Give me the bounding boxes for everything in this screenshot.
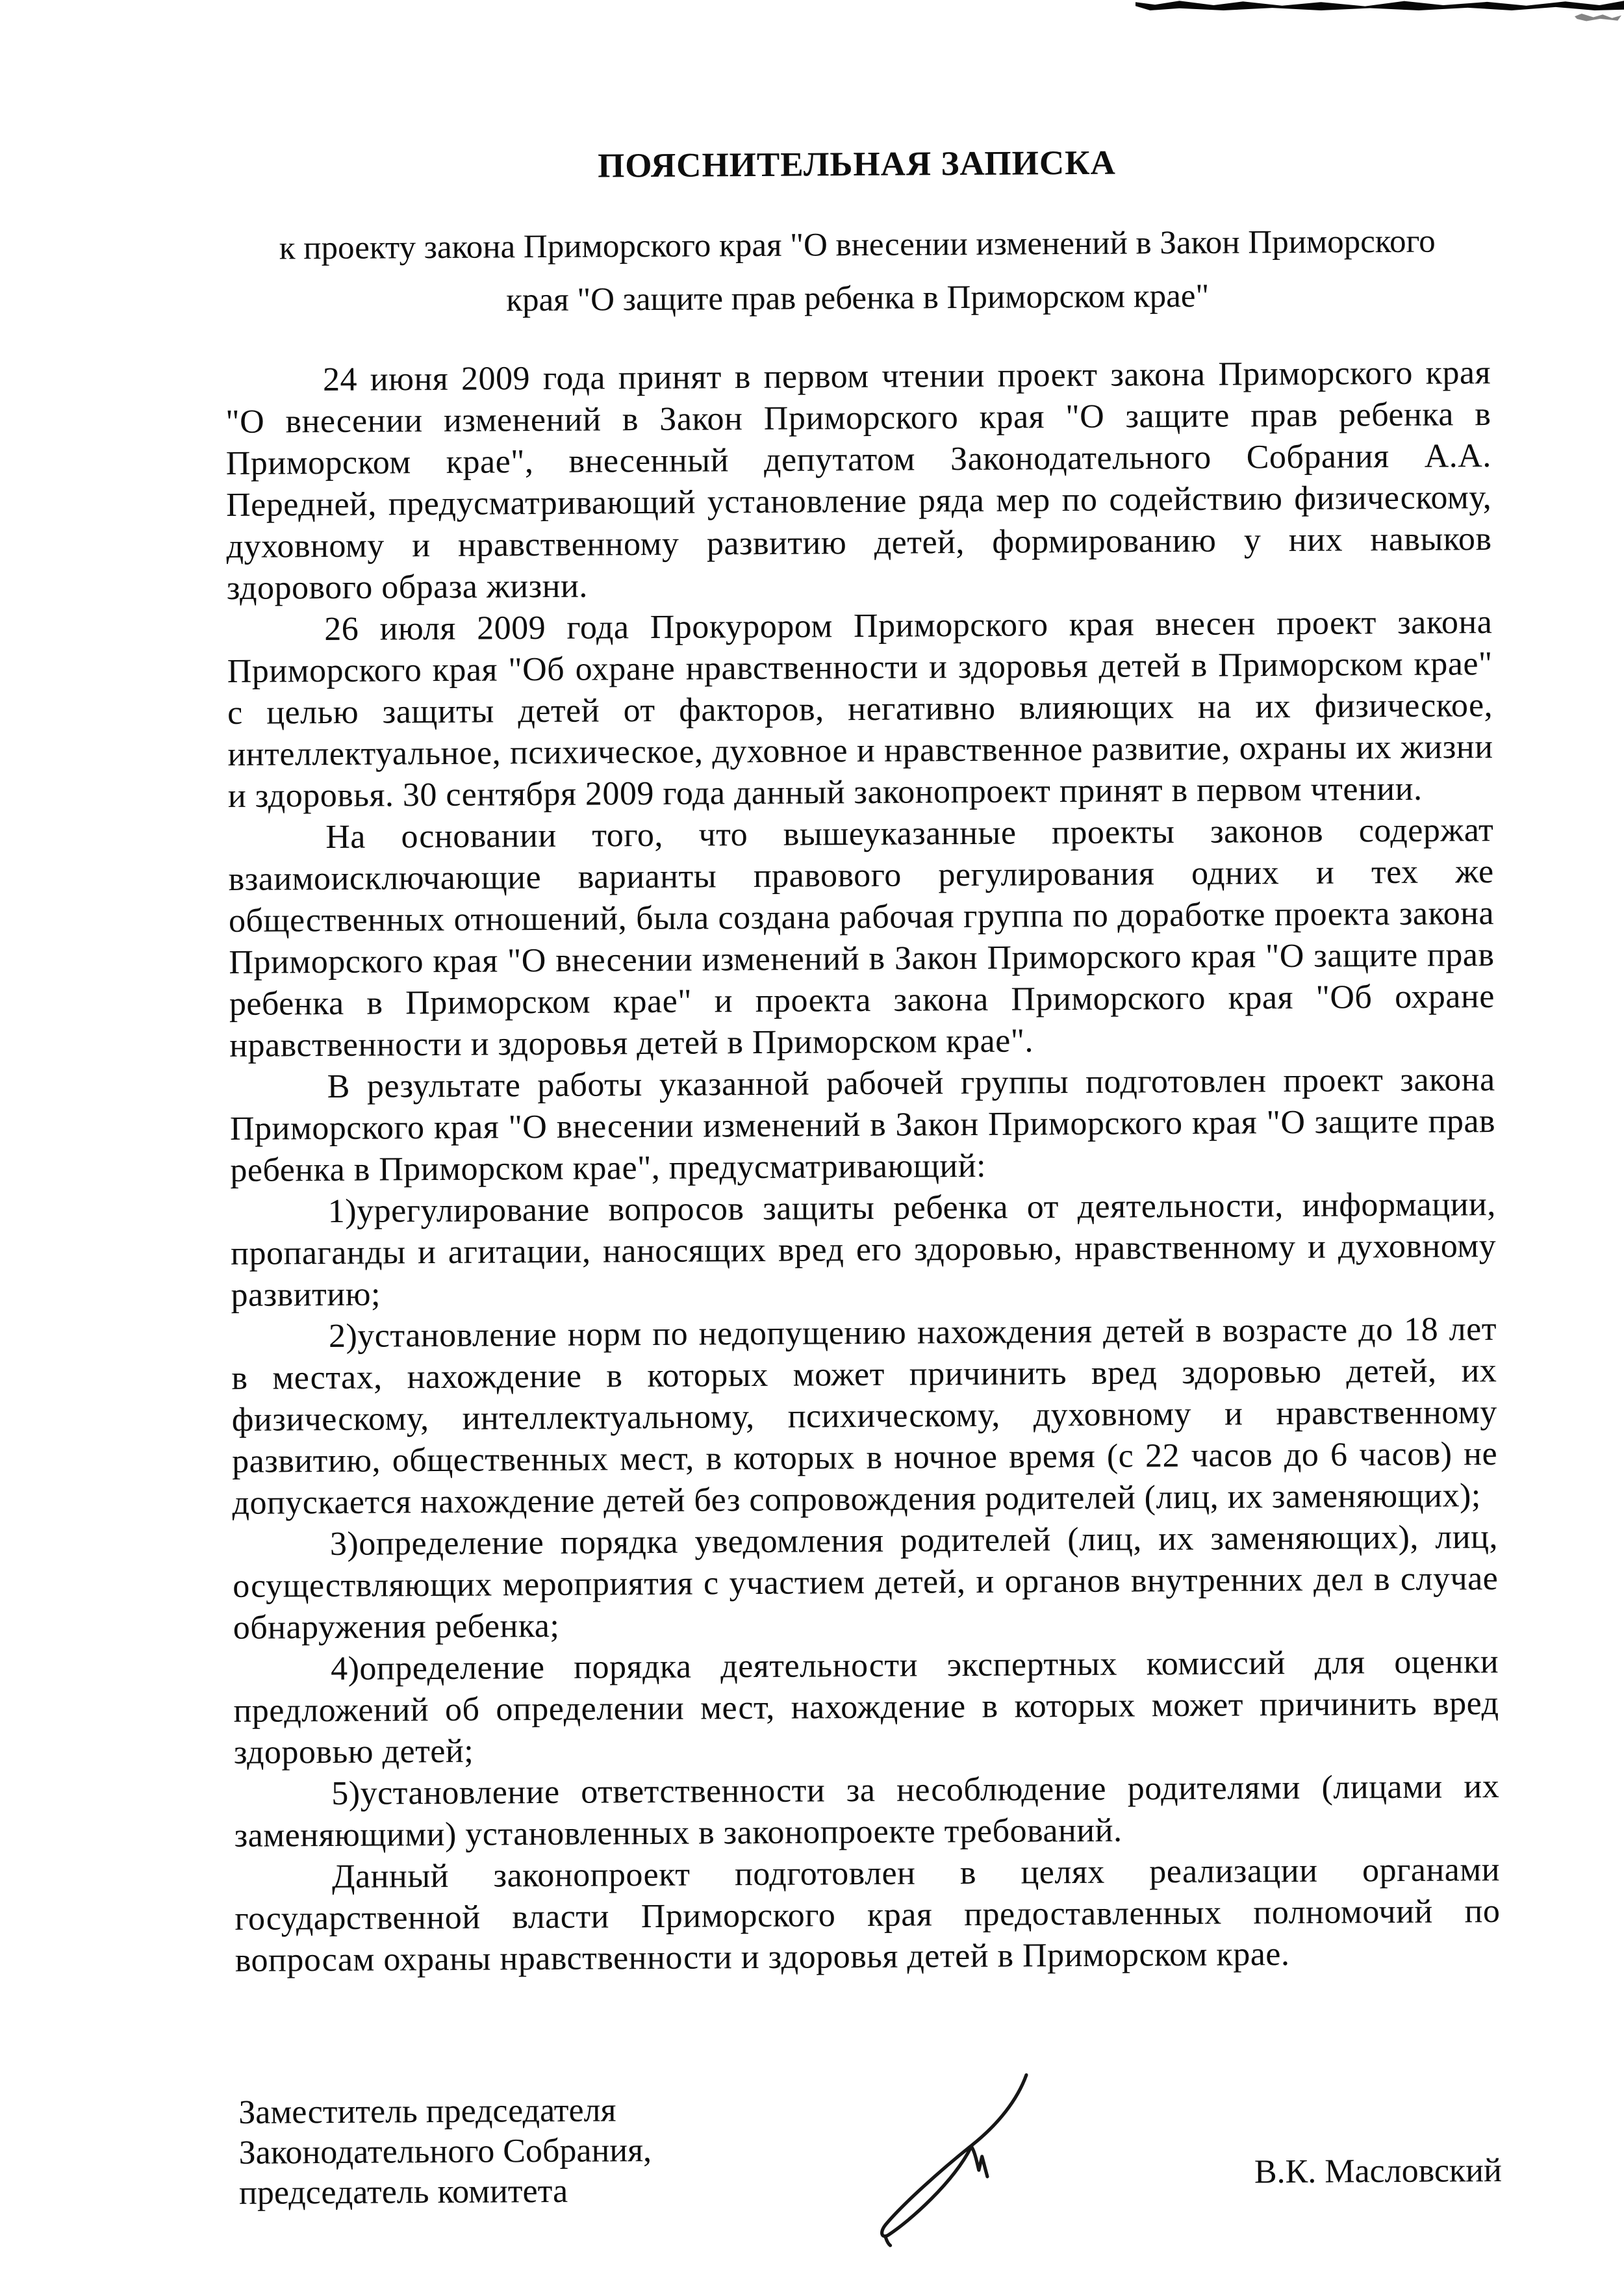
signatory-position-line: Заместитель председателя (238, 2092, 616, 2131)
document-title: ПОЯСНИТЕЛЬНАЯ ЗАПИСКА (597, 144, 1117, 185)
body-paragraph: 24 июня 2009 года принят в первом чтении проект закона Приморского края "О внесении изменений в Закон Приморского края "О защите прав ребенка в Приморском крае", внесенный депутатом Законодательного Собрания А.А. Передней, предусматривающий установление ряда мер по содействию физическому, духовному и нравственному развитию детей, формированию у них навыков здорового образа жизни. (225, 354, 1492, 607)
signature-block (236, 2079, 1503, 2268)
signatory-position-line: председатель комитета (238, 2172, 568, 2212)
signatory-name: В.К. Масловский (1254, 2152, 1503, 2191)
signatory-position-line: Законодательного Собрания, (238, 2132, 652, 2171)
body-paragraph: 2)установление норм по недопущению нахождения детей в возрасте до 18 лет в местах, нахождение в которых может причинить вред здоровью детей, их физическому, интеллектуальному, психическому, духовному и нравственному развитию, общественных мест, в которых в ночное время (с 22 часов до 6 часов) не допускается нахождение детей без сопровождения родителей (лиц, их заменяющих); (231, 1311, 1498, 1522)
scan-artifact-speck (1575, 13, 1621, 21)
document-body (225, 352, 1501, 1982)
body-paragraph: 5)установление ответственности за несоблюдение родителями (лицами их заменяющими) установленных в законопроекте требований. (234, 1768, 1500, 1854)
body-paragraph: На основании того, что вышеуказанные проекты законов содержат взаимоисключающие варианты правового регулирования одних и тех же общественных отношений, была создана рабочая группа по доработке проекта закона Приморского края "О внесении изменений в Закон Приморского края "О защите прав ребенка в Приморском крае" и проекта закона Приморского края "Об охране нравственности и здоровья детей в Приморском крае". (228, 812, 1495, 1064)
body-paragraph: 4)определение порядка деятельности экспертных комиссий для оценки предложений об определении мест, нахождение в которых может причинить вред здоровью детей; (233, 1643, 1499, 1771)
body-paragraph: 1)урегулирование вопросов защиты ребенка от деятельности, информации, пропаганды и агитации, наносящих вред его здоровью, нравственному и духовному развитию; (231, 1186, 1497, 1314)
document-content (223, 0, 1502, 2280)
handwritten-signature-icon (876, 2069, 1033, 2247)
body-paragraph: В результате работы указанной рабочей группы подготовлен проект закона Приморского края "О внесении изменений в Закон Приморского края "О защите прав ребенка в Приморском крае", предусматривающий: (229, 1061, 1496, 1189)
body-paragraph: 3)определение порядка уведомления родителей (лиц, их заменяющих), лиц, осуществляющих мероприятия с участием детей, и органов внутренних дел в случае обнаружения ребенка; (233, 1518, 1499, 1646)
document-subtitle (224, 214, 1490, 329)
signatory-position (238, 2090, 652, 2214)
body-paragraph: 26 июля 2009 года Прокурором Приморского края внесен проект закона Приморского края "Об охране нравственности и здоровья детей в Приморском крае" с целью защиты детей от факторов, негативно влияющих на их физическое, интеллектуальное, психическое, духовное и нравственное развитие, охраны их жизни и здоровья. 30 сентября 2009 года данный законопроект принят в первом чтении. (227, 604, 1493, 815)
body-paragraph: Данный законопроект подготовлен в целях реализации органами государственной власти Приморского края предоставленных полномочий по вопросам охраны нравственности и здоровья детей в Приморском крае. (235, 1851, 1501, 1979)
subtitle-line: края "О защите прав ребенка в Приморском крае" (506, 277, 1210, 319)
subtitle-line: к проекту закона Приморского края "О внесении изменений в Закон Приморского (279, 223, 1436, 267)
